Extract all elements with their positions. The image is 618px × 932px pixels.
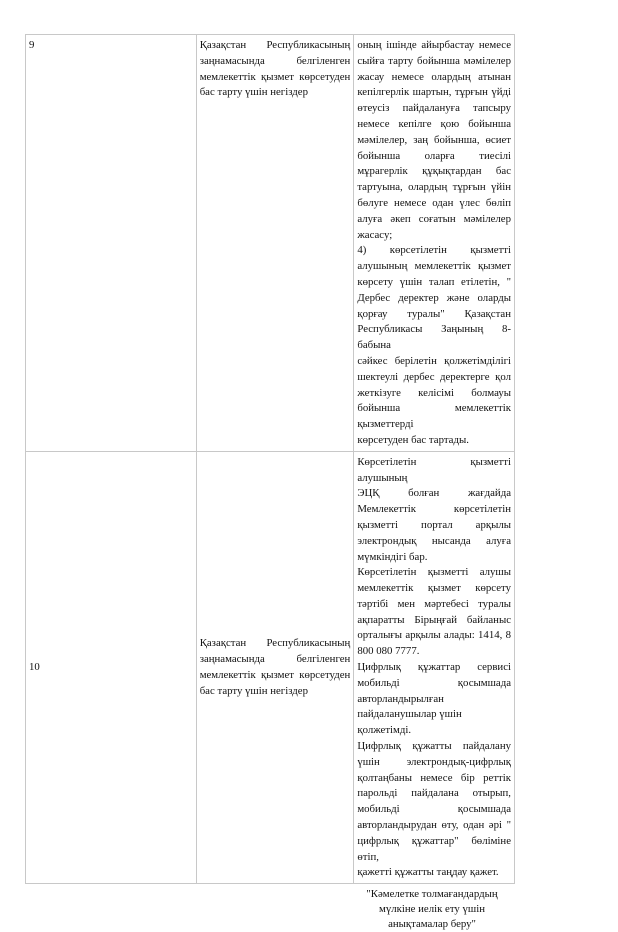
text-line: Қазақстан Республикасының — [199, 39, 351, 51]
text-line: сәйкес берілетін қолжетімділігі — [357, 354, 511, 367]
text-line: заңнамасында белгіленген — [199, 54, 351, 67]
text-line: бойынша оларға тиесілі — [357, 149, 511, 162]
details-cell — [354, 451, 515, 884]
text-line: алуға әкеп соғатын мәмілелер — [357, 212, 511, 225]
basis-text — [200, 38, 351, 101]
text-line: қолтаңбаны немесе бір реттік — [357, 771, 511, 784]
table-row — [26, 35, 515, 452]
service-title-caption — [352, 887, 512, 932]
paragraph — [357, 243, 511, 448]
text-line: Республикасы Заңының 8-бабына — [357, 323, 511, 352]
text-line: ЭЦҚ болған жағдайда — [357, 487, 511, 500]
text-line: көрсету үшін талап етілетін, " — [357, 275, 511, 288]
text-line: немесе кепілге қою бойынша — [357, 117, 511, 130]
text-line: авторландырудан өту, одан әрі " — [357, 819, 511, 832]
text-line: алушының мемлекеттік қызмет — [357, 260, 511, 273]
basis-text — [200, 636, 351, 699]
text-line: Көрсетілетін қызметті алушының — [357, 455, 511, 484]
text-line: қажетті құжатты таңдау қажет. — [357, 866, 499, 879]
text-line: мобильді қосымшада — [357, 676, 511, 689]
text-line: қорғау туралы" Қазақстан — [357, 307, 511, 320]
text-line: Мемлекеттік көрсетілетін — [357, 503, 511, 516]
text-line: жасасу; — [357, 228, 393, 241]
text-line: оның ішінде айырбастау немесе — [357, 39, 511, 51]
text-line: заңнамасында белгіленген — [199, 653, 351, 666]
row-number: 9 — [29, 39, 35, 51]
services-table — [25, 34, 515, 884]
text-line: Цифрлық құжаттар сервисі — [357, 661, 511, 674]
text-line: Қазақстан Республикасының — [199, 637, 351, 650]
text-line: мемлекеттік қызмет көрсетуден — [199, 70, 351, 83]
text-line: бас тарту үшін негіздер — [199, 684, 308, 697]
text-line: орталығы арқылы алады: 1414, 8 — [357, 629, 511, 642]
caption-line: анықтамалар беру" — [388, 918, 476, 931]
text-line: тәртібі мен мәртебесі туралы — [357, 597, 511, 610]
text-line: шектеулі дербес деректерге қол — [357, 370, 511, 383]
text-line: өтеусіз пайдалануға тапсыру — [357, 102, 511, 115]
text-line: 800 080 7777. — [357, 645, 420, 658]
paragraph — [357, 565, 511, 660]
text-line: ақпаратты Бірыңғай байланыс — [357, 613, 511, 626]
details-text — [357, 455, 511, 882]
details-cell — [354, 35, 515, 452]
text-line: пайдаланушылар үшін қолжетімді. — [357, 708, 462, 737]
text-line: тартуына, олардың тұрғын үйін — [357, 181, 511, 194]
table-row — [26, 451, 515, 884]
text-line: бас тарту үшін негіздер — [199, 86, 308, 99]
text-line: мәмілелер, заң бойынша, өсиет — [357, 133, 511, 146]
text-line: мұрагерлік құқықтардан бас — [357, 165, 511, 178]
paragraph — [357, 739, 511, 881]
text-line: бойынша мемлекеттік қызметтерді — [357, 402, 511, 431]
text-line: бөлуге немесе одан үлес бөліп — [357, 196, 511, 209]
paragraph — [357, 38, 511, 243]
text-line: мемлекеттік қызмет көрсетуден — [199, 668, 351, 681]
text-line: парольді пайдалана отырып, — [357, 787, 511, 800]
basis-cell — [196, 35, 354, 452]
paragraph — [357, 455, 511, 566]
text-line: мобильді қосымшада — [357, 803, 511, 816]
text-line: Цифрлық құжатты пайдалану — [357, 740, 511, 753]
text-line: көрсетуден бас тартады. — [357, 433, 469, 446]
row-number: 10 — [29, 661, 40, 674]
text-line: кепілгерлік шартын, тұрғын үйді — [357, 86, 511, 99]
row-number-cell — [26, 451, 197, 884]
text-line: Дербес деректер және оларды — [357, 291, 511, 304]
text-line: электрондық нысанда алуға — [357, 534, 511, 547]
text-line: жасау немесе олардың атынан — [357, 70, 511, 83]
text-line: сыйға тарту бойынша мәмілелер — [357, 54, 511, 67]
text-line: авторландырылған — [357, 692, 444, 705]
text-line: жеткізуге келісімі болмауы — [357, 386, 511, 399]
row-number-cell — [26, 35, 197, 452]
text-line: 4) көрсетілетін қызметті — [357, 244, 511, 257]
text-line: қызметті портал арқылы — [357, 518, 511, 531]
text-line: цифрлық құжаттар" бөліміне өтіп, — [357, 834, 511, 863]
basis-cell — [196, 451, 354, 884]
text-line: мүмкіндігі бар. — [357, 550, 428, 563]
caption-line: "Кәмелетке толмағандардың — [366, 888, 498, 901]
caption-line: мүлкіне иелік ету үшін — [379, 903, 485, 916]
text-line: Көрсетілетін қызметті алушы — [357, 566, 511, 579]
text-line: мемлекеттік қызмет көрсету — [357, 582, 511, 595]
details-text — [357, 38, 511, 449]
paragraph — [357, 660, 511, 739]
text-line: үшін электрондық-цифрлық — [357, 755, 511, 768]
